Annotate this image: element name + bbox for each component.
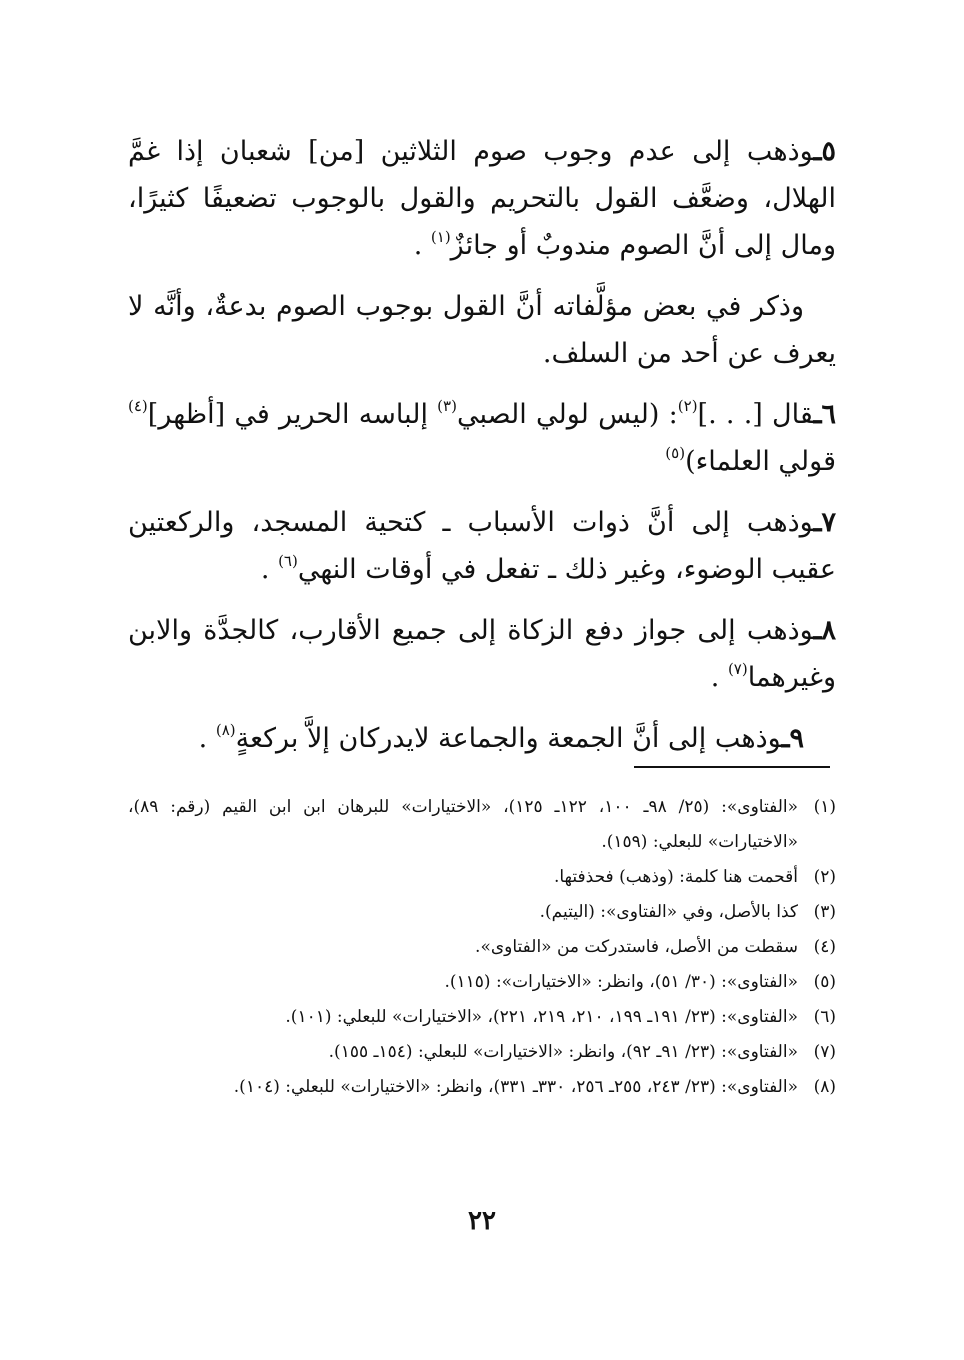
footnote-text: كذا بالأصل، وفي «الفتاوى»: (اليتيم). [539,902,798,922]
footnote [128,895,836,930]
footnote-marker[interactable]: (٦) [278,552,298,570]
footnote-number: (١) [813,797,836,817]
paragraph-text: وذهب إلى أنَّ الجمعة والجماعة لايدركان إلاَّ بركعةٍ [235,723,782,754]
footnote [128,1070,836,1105]
item-number: ٥ـ [813,136,836,167]
paragraph-6 [128,391,836,485]
paragraph-5 [128,128,836,269]
paragraph-end: . [413,230,431,261]
footnote-text: «الفتاوى»: (٢٣/ ٩١ـ ٩٢)، وانظر: «الاختيارات» للبعلي: (١٥٤ـ ١٥٥). [328,1042,798,1062]
item-number: ٨ـ [813,615,836,646]
item-number: ٧ـ [813,507,836,538]
footnote-text: «الفتاوى»: (٢٥/ ٩٨ـ ١٠٠، ١٢٢ـ ١٢٥)، «الاختيارات» للبرهان ابن ابن القيم (رقم: ٨٩)، «الاختيارات» للبعلي: (١٥٩). [128,797,798,852]
footnote [128,965,836,1000]
footnote-text: «الفتاوى»: (٢٣/ ٢٤٣، ٢٥٥ـ ٢٥٦، ٣٣٠ـ ٣٣١)، وانظر: «الاختيارات» للبعلي: (١٠٤). [233,1077,798,1097]
footnote-number: (٣) [813,902,836,922]
footnote-separator [634,766,830,768]
footnote-marker[interactable]: (٣) [437,397,457,415]
footnote-number: (٤) [813,937,836,957]
paragraph-text: وذهب إلى جواز دفع الزكاة إلى جميع الأقارب، كالجدَّة والابن وغيرهما [128,615,836,693]
footnote-number: (٥) [813,972,836,992]
paragraph-9 [128,715,836,762]
footnote-marker[interactable]: (١) [430,228,451,246]
paragraph-end: . [260,554,279,585]
paragraph-text: وذهب إلى عدم وجوب صوم الثلاثين [من] شعبان إذا غمَّ الهلال، وضعَّف القول بالتحريم والقول بالوجوب تضعيفًا كثيرًا، ومال إلى أنَّ الصوم مندوبٌ أو جائزٌ [128,136,836,261]
footnote-number: (٢) [813,867,836,887]
footnote [128,790,836,860]
footnotes [128,790,836,1105]
paragraph-8 [128,607,836,701]
footnote-marker[interactable]: (٨) [215,721,236,739]
paragraph-text: وذكر في بعض مؤلَّفاته أنَّ القول بوجوب الصوم بدعةٌ، وأنَّه لا يعرف عن أحد من السلف. [128,291,836,369]
paragraph-end: . [710,662,728,693]
paragraph-text-part: : (ليس لولي الصبي [456,399,678,430]
footnote-text: سقطت من الأصل، فاستدركت من «الفتاوى». [475,937,798,957]
page-number: ٢٢ [468,1206,496,1236]
paragraph-text: وذهب إلى أنَّ ذوات الأسباب ـ كتحية المسجد، والركعتين عقيب الوضوء، وغير ذلك ـ تفعل في أوقات النهي [128,507,836,585]
footnote [128,1000,836,1035]
footnote [128,1035,836,1070]
footnote-text: أقحمت هنا كلمة: (وذهب) فحذفتها. [553,867,798,887]
footnote-number: (٦) [813,1007,836,1027]
footnote-number: (٨) [813,1077,836,1097]
item-number: ٦ـ [813,399,836,430]
footnote-marker[interactable]: (٢) [677,397,698,415]
footnote-text: «الفتاوى»: (٣٠/ ٥١)، وانظر: «الاختيارات»: (١١٥). [444,972,798,992]
footnote [128,860,836,895]
footnote [128,930,836,965]
paragraph-5-continued [128,283,836,377]
footnote-marker[interactable]: (٧) [727,660,748,678]
footnote-text: «الفتاوى»: (٢٣/ ١٩١ـ ١٩٩، ٢١٠، ٢١٩، ٢٢١)، «الاختيارات» للبعلي: (١٠١). [285,1007,798,1027]
main-text [128,128,836,776]
paragraph-text-part: قولي العلماء) [685,446,836,477]
footnote-number: (٧) [813,1042,836,1062]
paragraph-text-part: إلباسه الحرير في [أظهر] [147,399,438,430]
paragraph-end: . [198,723,216,754]
paragraph-text-part: قال [. . .] [697,399,814,430]
item-number: ٩ـ [781,723,804,754]
footnote-marker[interactable]: (٥) [665,444,686,462]
paragraph-7 [128,499,836,593]
footnote-marker[interactable]: (٤) [128,397,148,415]
